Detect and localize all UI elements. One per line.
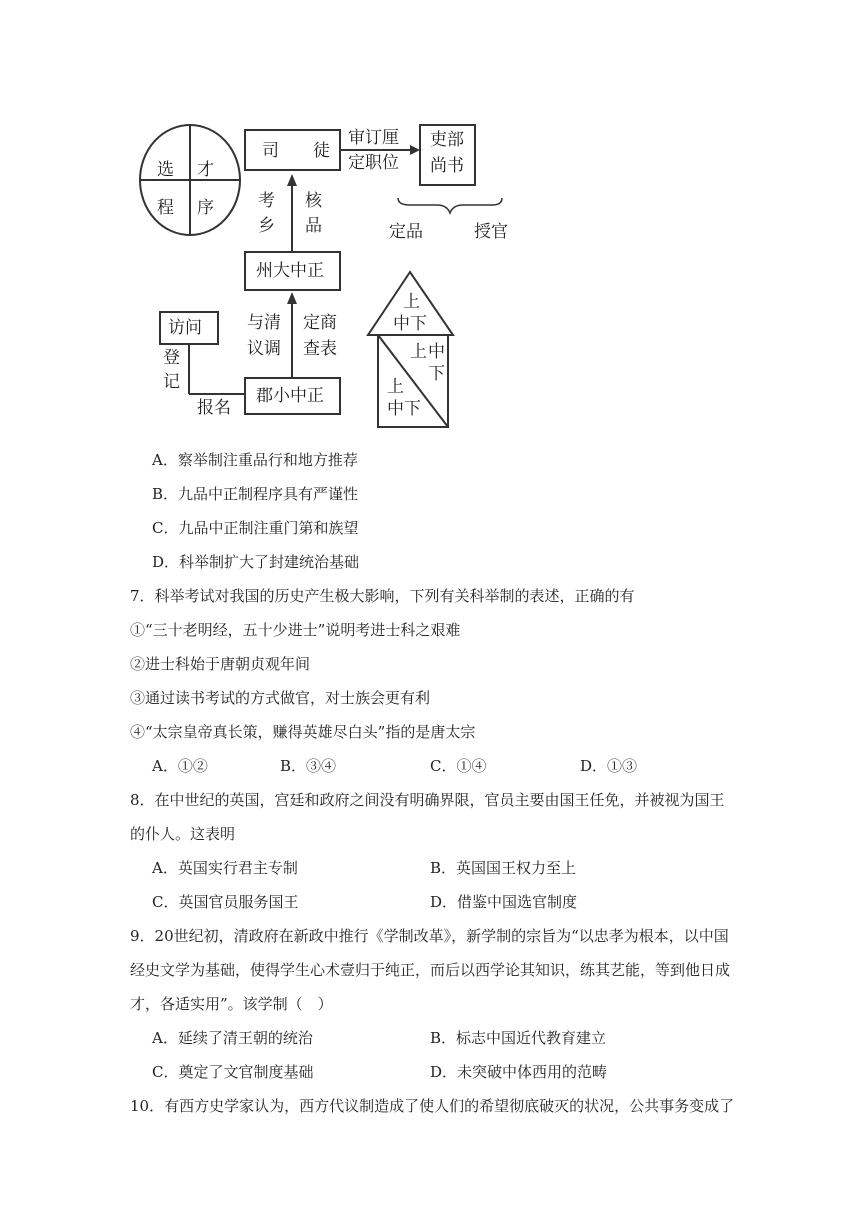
he-label-2: 品 — [305, 216, 322, 236]
dengji-label-1: 登 — [163, 348, 180, 368]
q8-option-d[interactable]: D．借鉴中国选官制度 — [430, 893, 578, 911]
fangwen-label: 访问 — [168, 318, 202, 338]
q9-option-c[interactable]: C．奠定了文官制度基础 — [152, 1063, 314, 1081]
q6-option-b[interactable]: B．九品中正制程序具有严谨性 — [152, 485, 359, 503]
q7-option-a[interactable]: A．①② — [152, 757, 208, 775]
q9-stem-line-1: 9．20世纪初，清政府在新政中推行《学制改革》，新学制的宗旨为“以忠孝为根本，以中国 — [130, 927, 729, 945]
he-label-1: 核 — [305, 191, 322, 211]
yuqing-label-1: 与清 — [247, 313, 281, 333]
zhou-label: 州大中正 — [256, 261, 324, 281]
oval-q2: 才 — [197, 160, 214, 180]
q8-option-a[interactable]: A．英国实行君主专制 — [152, 859, 298, 877]
q7-statement-4: ④“太宗皇帝真长策，赚得英雄尽白头”指的是唐太宗 — [130, 723, 476, 741]
oval-q3: 程 — [157, 198, 174, 218]
review-label-1: 审订厘 — [348, 128, 399, 148]
q7-option-c[interactable]: C．①④ — [430, 757, 487, 775]
oval-q1: 选 — [157, 160, 174, 180]
q8-option-c[interactable]: C．英国官员服务国王 — [152, 893, 299, 911]
house-bot-1: 上 — [387, 377, 404, 397]
dingshang-label-2: 查表 — [303, 339, 337, 359]
q9-stem-line-3: 才，各适实用”。该学制（ ） — [130, 995, 333, 1013]
libu-label-2: 尚书 — [430, 156, 464, 176]
house-mid-3: 下 — [428, 364, 445, 384]
q6-option-a[interactable]: A．察举制注重品行和地方推荐 — [152, 451, 358, 469]
review-label-2: 定职位 — [348, 153, 399, 173]
q8-stem-line-2: 的仆人。这表明 — [130, 825, 236, 843]
house-top-1: 上 — [403, 292, 420, 312]
q9-option-b[interactable]: B．标志中国近代教育建立 — [430, 1029, 607, 1047]
brace — [398, 198, 502, 213]
q10-stem-line-1: 10．有西方史学家认为，西方代议制造成了使人们的希望彻底破灭的状况，公共事务变成了 — [130, 1097, 735, 1115]
oval-q4: 序 — [197, 198, 214, 218]
dengji-label-2: 记 — [163, 372, 180, 392]
q8-option-b[interactable]: B．英国国王权力至上 — [430, 859, 577, 877]
q8-stem-line-1: 8．在中世纪的英国，宫廷和政府之间没有明确界限，官员主要由国王任免，并被视为国王 — [130, 791, 725, 809]
dingpin-label: 定品 — [389, 222, 423, 242]
q9-option-d[interactable]: D．未突破中体西用的范畴 — [430, 1063, 608, 1081]
q7-stem: 7．科举考试对我国的历史产生极大影响，下列有关科举制的表述，正确的有 — [130, 587, 635, 605]
q7-option-b[interactable]: B．③④ — [280, 757, 337, 775]
situ-label: 司 徒 — [262, 141, 330, 161]
q6-option-c[interactable]: C．九品中正制注重门第和族望 — [152, 519, 359, 537]
q9-stem-line-2: 经史文学为基础，使得学生心术壹归于纯正，而后以西学论其知识，练其艺能，等到他日成 — [130, 961, 731, 979]
selection-process-diagram — [0, 0, 860, 440]
kao-label-2: 乡 — [258, 216, 275, 236]
dingshang-label-1: 定商 — [303, 313, 337, 333]
shouguan-label: 授官 — [474, 222, 508, 242]
q7-statement-1: ①“三十老明经，五十少进士”说明考进士科之艰难 — [130, 621, 461, 639]
q7-option-d[interactable]: D．①③ — [580, 757, 638, 775]
house-bot-2: 中下 — [387, 399, 421, 419]
house-mid-2: 中 — [428, 342, 445, 362]
q6-option-d[interactable]: D．科举制扩大了封建统治基础 — [152, 553, 360, 571]
house-mid-1: 上 — [410, 342, 427, 362]
q7-statement-2: ②进士科始于唐朝贞观年间 — [130, 655, 311, 673]
house-top-2: 中下 — [393, 314, 427, 334]
jun-label: 郡小中正 — [256, 386, 324, 406]
q7-statement-3: ③通过读书考试的方式做官，对士族会更有利 — [130, 689, 431, 707]
baoming-label: 报名 — [197, 398, 231, 418]
libu-label-1: 吏部 — [430, 130, 464, 150]
kao-label-1: 考 — [258, 191, 275, 211]
q9-option-a[interactable]: A．延续了清王朝的统治 — [152, 1029, 313, 1047]
yuqing-label-2: 议调 — [247, 339, 281, 359]
